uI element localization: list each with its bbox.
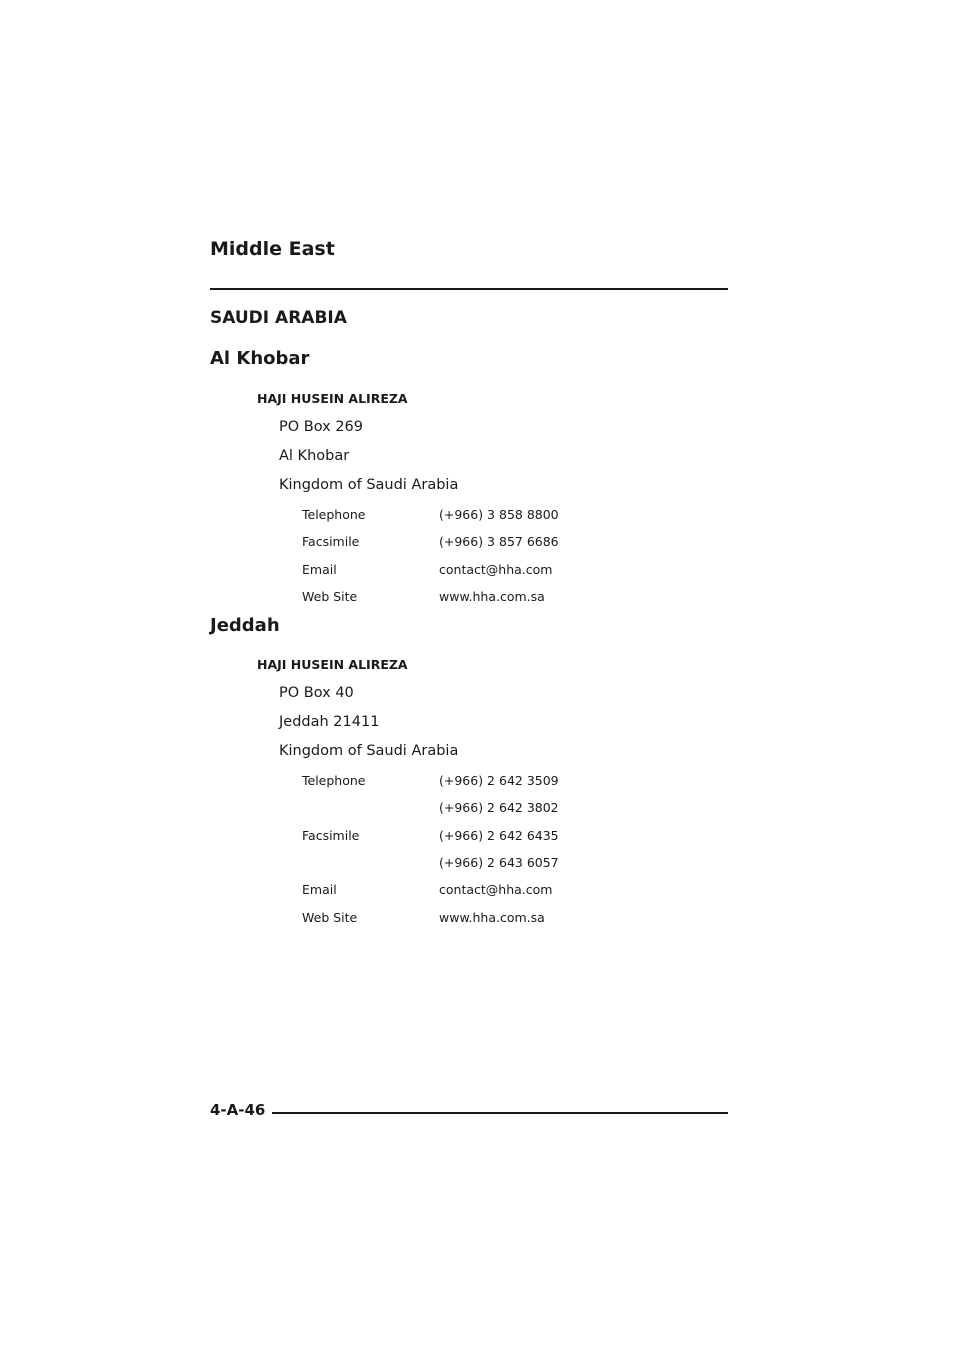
contact-email[interactable]: contact@hha.com [439, 562, 553, 577]
contact-label: Telephone [302, 507, 366, 522]
contact-label: Facsimile [302, 828, 360, 843]
footer-divider [272, 1112, 728, 1114]
address-line: PO Box 269 [279, 419, 364, 435]
contact-label: Web Site [302, 910, 358, 925]
contact-email[interactable]: contact@hha.com [439, 882, 553, 897]
contact-value: (+966) 3 857 6686 [439, 534, 559, 549]
contact-website[interactable]: www.hha.com.sa [439, 589, 545, 604]
contact-label: Web Site [302, 589, 358, 604]
contact-value: (+966) 2 643 6057 [439, 855, 559, 870]
page-number: 4-A-46 [210, 1101, 266, 1119]
address-line: Jeddah 21411 [279, 714, 380, 730]
section-title: Middle East [210, 238, 335, 260]
contact-value: (+966) 2 642 3509 [439, 773, 559, 788]
header-divider [210, 288, 728, 290]
contact-label: Email [302, 882, 337, 897]
address-line: Kingdom of Saudi Arabia [279, 477, 459, 493]
city-heading-al-khobar: Al Khobar [210, 348, 310, 369]
address-line: PO Box 40 [279, 685, 354, 701]
contact-value: (+966) 3 858 8800 [439, 507, 559, 522]
contact-value: (+966) 2 642 3802 [439, 800, 559, 815]
contact-label: Email [302, 562, 337, 577]
address-line: Al Khobar [279, 448, 350, 464]
contact-website[interactable]: www.hha.com.sa [439, 910, 545, 925]
contact-value: (+966) 2 642 6435 [439, 828, 559, 843]
contact-label: Telephone [302, 773, 366, 788]
address-line: Kingdom of Saudi Arabia [279, 743, 459, 759]
city-heading-jeddah: Jeddah [210, 615, 280, 636]
contact-label: Facsimile [302, 534, 360, 549]
country-heading: SAUDI ARABIA [210, 308, 347, 328]
company-name: HAJI HUSEIN ALIREZA [257, 657, 408, 672]
company-name: HAJI HUSEIN ALIREZA [257, 391, 408, 406]
